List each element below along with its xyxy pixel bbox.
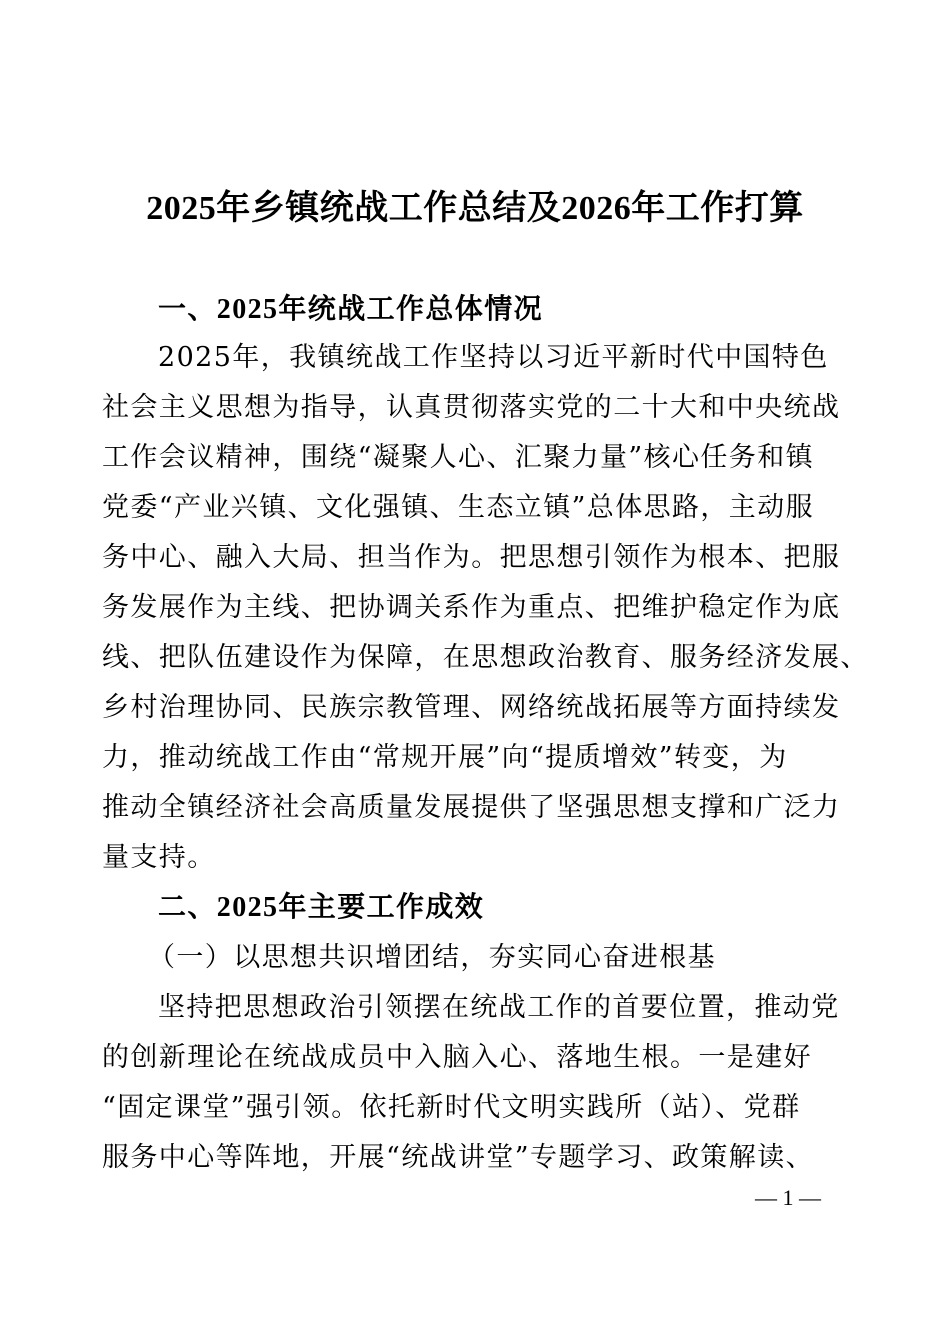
paragraph-line: 量支持。 xyxy=(102,842,216,873)
subsection-heading: （一）以思想共识增团结，夯实同心奋进根基 xyxy=(148,942,716,973)
paragraph-line: 党委“产业兴镇、文化强镇、生态立镇”总体思路，主动服 xyxy=(102,492,815,523)
paragraph-line: 乡村治理协同、民族宗教管理、网络统战拓展等方面持续发 xyxy=(102,692,841,723)
document-title: 2025年乡镇统战工作总结及2026年工作打算 xyxy=(146,190,804,227)
paragraph-line: 力，推动统战工作由“常规开展”向“提质增效”转变，为 xyxy=(102,742,788,773)
section-heading-2: 二、2025年主要工作成效 xyxy=(158,892,485,923)
page-number: — 1 — xyxy=(755,1185,821,1210)
paragraph-line: 务发展作为主线、把协调关系作为重点、把维护稳定作为底 xyxy=(102,592,841,623)
paragraph-line: 服务中心等阵地，开展“统战讲堂”专题学习、政策解读、 xyxy=(102,1142,815,1173)
paragraph-line: 坚持把思想政治引领摆在统战工作的首要位置，推动党 xyxy=(158,992,840,1023)
paragraph-line: 的创新理论在统战成员中入脑入心、落地生根。一是建好 xyxy=(102,1042,812,1073)
paragraph-line: 2025年，我镇统战工作坚持以习近平新时代中国特色 xyxy=(158,342,829,373)
paragraph-line: 线、把队伍建设作为保障，在思想政治教育、服务经济发展、 xyxy=(102,642,869,673)
paragraph-line: “固定课堂”强引领。依托新时代文明实践所（站）、党群 xyxy=(102,1092,801,1123)
paragraph-line: 务中心、融入大局、担当作为。把思想引领作为根本、把服 xyxy=(102,542,841,573)
paragraph-line: 社会主义思想为指导，认真贯彻落实党的二十大和中央统战 xyxy=(102,392,841,423)
paragraph-line: 工作会议精神，围绕“凝聚人心、汇聚力量”核心任务和镇 xyxy=(102,442,815,473)
paragraph-line: 推动全镇经济社会高质量发展提供了坚强思想支撑和广泛力 xyxy=(102,792,841,823)
section-heading-1: 一、2025年统战工作总体情况 xyxy=(158,294,544,325)
